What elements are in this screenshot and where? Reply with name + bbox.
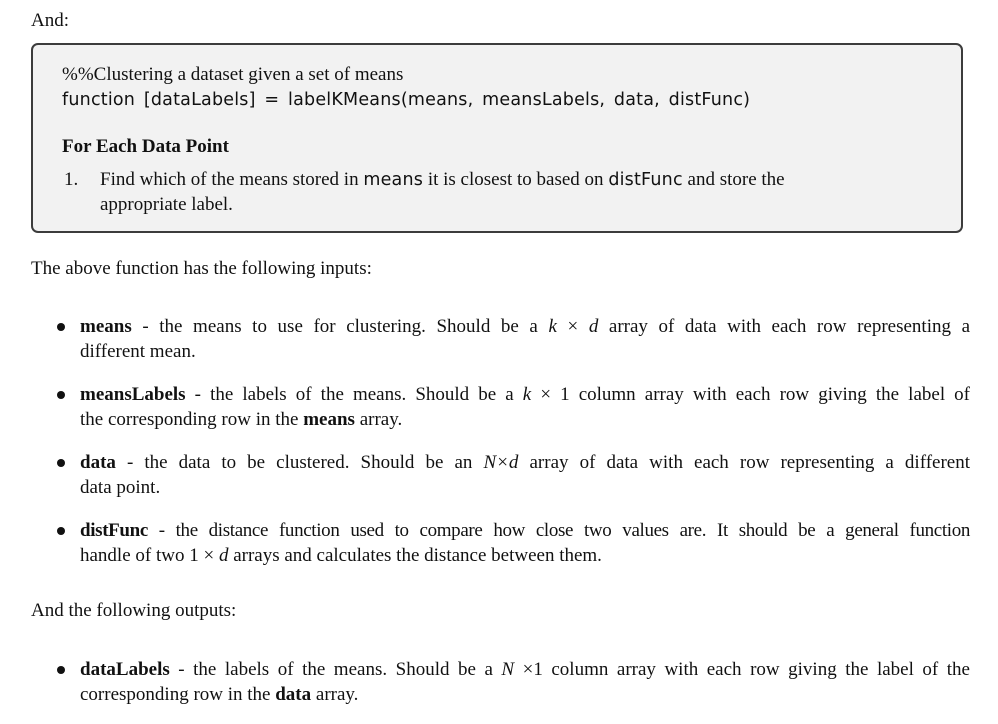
var: k — [522, 384, 532, 405]
bullet-dot — [57, 666, 65, 674]
text: - the data to be clustered. Should be an — [115, 452, 484, 473]
input-means-line-2: different mean. — [80, 341, 196, 362]
outputs-intro: And the following outputs: — [31, 600, 237, 621]
text: - the labels of the means. Should be a — [169, 659, 502, 680]
text: array of data with each row representing a — [598, 316, 970, 337]
text: ×1 column array with each row giving the label of the — [514, 659, 970, 680]
text: corresponding row in the — [80, 684, 276, 705]
var: d — [218, 545, 229, 566]
input-item-means — [80, 314, 970, 364]
input-distfunc-line-2 — [80, 543, 970, 568]
text: - the means to use for clustering. Should be a — [131, 316, 549, 337]
step-code-distfunc: distFunc — [608, 170, 683, 190]
text: handle of two 1 × — [80, 545, 219, 566]
step-code-means: means — [363, 170, 424, 190]
text: - the distance function used to compare how close two values are. It should be a general function — [147, 520, 970, 541]
output-datalabels-name: dataLabels — [80, 659, 170, 680]
step-line-1 — [100, 169, 785, 191]
input-meanslabels-name: meansLabels — [80, 384, 186, 405]
input-meanslabels-line-1 — [80, 382, 970, 407]
step-text-2: it is closest to based on — [427, 169, 604, 190]
input-data-line-1 — [80, 450, 970, 475]
inputs-intro: The above function has the following inputs: — [31, 258, 372, 279]
var: k — [548, 316, 557, 337]
text: arrays and calculates the distance between them. — [228, 545, 602, 566]
output-item-datalabels — [80, 657, 970, 707]
step-text-1: Find which of the means stored in — [100, 169, 359, 190]
step-heading: For Each Data Point — [62, 136, 229, 157]
bullet-dot — [57, 391, 65, 399]
bullet-dot — [57, 323, 65, 331]
var: N×d — [483, 452, 519, 473]
step-line-2: appropriate label. — [100, 194, 233, 215]
input-meanslabels-line-2 — [80, 407, 970, 432]
input-data-line-2: data point. — [80, 477, 161, 498]
output-datalabels-line-1 — [80, 657, 970, 682]
code-comment: %%Clustering a dataset given a set of means — [62, 64, 404, 85]
text: × — [556, 316, 589, 337]
intro-text: And: — [31, 10, 69, 31]
step-text-3: and store the — [687, 169, 785, 190]
input-item-data — [80, 450, 970, 500]
input-means-line-1 — [80, 314, 970, 339]
output-datalabels-line-2 — [80, 682, 970, 707]
text: the corresponding row in the — [80, 409, 304, 430]
input-data-name: data — [80, 452, 116, 473]
text: × 1 column array with each row giving the label of — [531, 384, 971, 405]
step-number: 1. — [64, 169, 79, 190]
text: - the labels of the means. Should be a — [185, 384, 523, 405]
input-distfunc-name: distFunc — [80, 520, 148, 541]
code-signature: function [dataLabels] = labelKMeans(means, meansLabels, data, distFunc) — [62, 90, 751, 110]
input-item-meanslabels — [80, 382, 970, 432]
bold-ref: means — [303, 409, 355, 430]
input-distfunc-line-1 — [80, 518, 970, 543]
text: array of data with each row representing a different — [518, 452, 970, 473]
text: array. — [354, 409, 403, 430]
bullet-dot — [57, 459, 65, 467]
var: N — [501, 659, 515, 680]
bold-ref: data — [275, 684, 312, 705]
var: d — [588, 316, 599, 337]
input-item-distfunc — [80, 518, 970, 568]
input-means-name: means — [80, 316, 132, 337]
text: array. — [311, 684, 359, 705]
bullet-dot — [57, 527, 65, 535]
